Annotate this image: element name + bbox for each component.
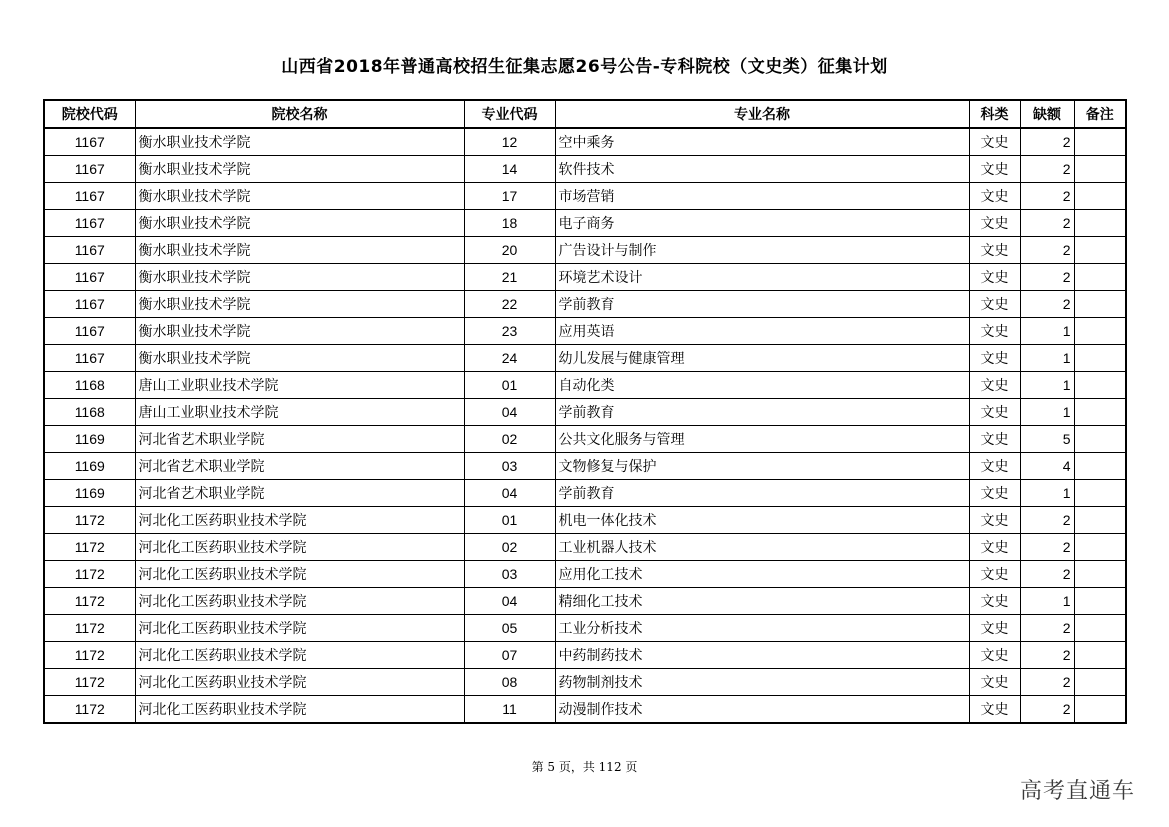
cell-notes (1074, 128, 1126, 156)
table-row (44, 453, 1126, 480)
cell-category: 文史 (969, 480, 1020, 507)
cell-major-name: 学前教育 (555, 480, 969, 507)
cell-school-name: 河北化工医药职业技术学院 (135, 588, 464, 615)
cell-school-code: 1167 (44, 128, 135, 156)
table-row (44, 642, 1126, 669)
cell-major-code: 04 (464, 480, 555, 507)
table-row (44, 156, 1126, 183)
cell-school-code: 1167 (44, 210, 135, 237)
cell-school-name: 衡水职业技术学院 (135, 291, 464, 318)
cell-notes (1074, 291, 1126, 318)
cell-vacancies: 2 (1020, 696, 1074, 724)
cell-major-name: 机电一体化技术 (555, 507, 969, 534)
cell-major-name: 空中乘务 (555, 128, 969, 156)
cell-school-name: 河北化工医药职业技术学院 (135, 696, 464, 724)
cell-major-code: 17 (464, 183, 555, 210)
cell-major-name: 工业分析技术 (555, 615, 969, 642)
cell-category: 文史 (969, 399, 1020, 426)
cell-notes (1074, 669, 1126, 696)
header-major-code: 专业代码 (464, 100, 555, 128)
cell-vacancies: 2 (1020, 210, 1074, 237)
header-category: 科类 (969, 100, 1020, 128)
cell-school-name: 河北省艺术职业学院 (135, 480, 464, 507)
cell-notes (1074, 156, 1126, 183)
cell-category: 文史 (969, 696, 1020, 724)
table-row (44, 264, 1126, 291)
admission-plan-table (43, 99, 1127, 724)
cell-vacancies: 2 (1020, 237, 1074, 264)
cell-notes (1074, 210, 1126, 237)
cell-school-code: 1167 (44, 237, 135, 264)
page-footer: 第 5 页，共 112 页 (531, 760, 638, 774)
cell-school-code: 1167 (44, 264, 135, 291)
cell-major-code: 22 (464, 291, 555, 318)
cell-vacancies: 4 (1020, 453, 1074, 480)
table-row (44, 237, 1126, 264)
cell-notes (1074, 588, 1126, 615)
cell-major-name: 幼儿发展与健康管理 (555, 345, 969, 372)
cell-school-code: 1168 (44, 399, 135, 426)
cell-school-name: 衡水职业技术学院 (135, 318, 464, 345)
table-header (44, 100, 1126, 128)
cell-vacancies: 2 (1020, 156, 1074, 183)
table-row (44, 480, 1126, 507)
header-major-name: 专业名称 (555, 100, 969, 128)
cell-school-code: 1172 (44, 561, 135, 588)
cell-major-name: 药物制剂技术 (555, 669, 969, 696)
table-row (44, 534, 1126, 561)
cell-category: 文史 (969, 291, 1020, 318)
cell-notes (1074, 507, 1126, 534)
cell-school-code: 1167 (44, 156, 135, 183)
cell-category: 文史 (969, 183, 1020, 210)
cell-major-code: 03 (464, 561, 555, 588)
cell-school-name: 河北化工医药职业技术学院 (135, 669, 464, 696)
cell-notes (1074, 696, 1126, 724)
cell-notes (1074, 426, 1126, 453)
cell-school-name: 河北省艺术职业学院 (135, 426, 464, 453)
cell-school-name: 唐山工业职业技术学院 (135, 372, 464, 399)
cell-major-name: 环境艺术设计 (555, 264, 969, 291)
cell-major-code: 21 (464, 264, 555, 291)
cell-major-code: 04 (464, 399, 555, 426)
cell-notes (1074, 183, 1126, 210)
cell-vacancies: 1 (1020, 588, 1074, 615)
table-row (44, 345, 1126, 372)
cell-notes (1074, 372, 1126, 399)
cell-category: 文史 (969, 237, 1020, 264)
cell-notes (1074, 318, 1126, 345)
watermark: 高考直通车 (1020, 779, 1136, 804)
document-title: 山西省2018年普通高校招生征集志愿26号公告-专科院校（文史类）征集计划 (281, 57, 888, 77)
cell-vacancies: 2 (1020, 264, 1074, 291)
cell-major-name: 中药制药技术 (555, 642, 969, 669)
cell-school-name: 河北化工医药职业技术学院 (135, 507, 464, 534)
cell-vacancies: 2 (1020, 669, 1074, 696)
cell-school-code: 1168 (44, 372, 135, 399)
cell-major-code: 18 (464, 210, 555, 237)
table-row (44, 669, 1126, 696)
cell-major-name: 精细化工技术 (555, 588, 969, 615)
cell-category: 文史 (969, 534, 1020, 561)
cell-major-name: 软件技术 (555, 156, 969, 183)
cell-school-code: 1167 (44, 318, 135, 345)
cell-notes (1074, 615, 1126, 642)
cell-major-code: 24 (464, 345, 555, 372)
cell-vacancies: 2 (1020, 534, 1074, 561)
cell-notes (1074, 264, 1126, 291)
cell-notes (1074, 561, 1126, 588)
cell-major-name: 学前教育 (555, 399, 969, 426)
cell-major-name: 市场营销 (555, 183, 969, 210)
cell-vacancies: 2 (1020, 291, 1074, 318)
cell-school-name: 衡水职业技术学院 (135, 128, 464, 156)
cell-school-code: 1172 (44, 534, 135, 561)
table-row (44, 210, 1126, 237)
cell-school-code: 1167 (44, 345, 135, 372)
cell-school-name: 唐山工业职业技术学院 (135, 399, 464, 426)
cell-major-code: 23 (464, 318, 555, 345)
table-row (44, 426, 1126, 453)
table-row (44, 561, 1126, 588)
table-row (44, 507, 1126, 534)
cell-school-code: 1167 (44, 183, 135, 210)
cell-major-name: 公共文化服务与管理 (555, 426, 969, 453)
cell-major-code: 14 (464, 156, 555, 183)
cell-category: 文史 (969, 588, 1020, 615)
cell-major-code: 02 (464, 534, 555, 561)
cell-major-code: 08 (464, 669, 555, 696)
cell-school-code: 1172 (44, 588, 135, 615)
cell-school-name: 河北化工医药职业技术学院 (135, 561, 464, 588)
cell-major-name: 电子商务 (555, 210, 969, 237)
cell-major-name: 自动化类 (555, 372, 969, 399)
header-school-code: 院校代码 (44, 100, 135, 128)
cell-school-name: 衡水职业技术学院 (135, 183, 464, 210)
cell-notes (1074, 237, 1126, 264)
cell-category: 文史 (969, 642, 1020, 669)
header-school-name: 院校名称 (135, 100, 464, 128)
cell-category: 文史 (969, 345, 1020, 372)
cell-notes (1074, 534, 1126, 561)
cell-vacancies: 1 (1020, 399, 1074, 426)
table-row (44, 588, 1126, 615)
cell-major-name: 工业机器人技术 (555, 534, 969, 561)
cell-category: 文史 (969, 318, 1020, 345)
cell-major-code: 03 (464, 453, 555, 480)
table-row (44, 183, 1126, 210)
header-row (44, 100, 1126, 128)
table-row (44, 372, 1126, 399)
cell-category: 文史 (969, 669, 1020, 696)
table-row (44, 399, 1126, 426)
cell-vacancies: 5 (1020, 426, 1074, 453)
cell-major-code: 11 (464, 696, 555, 724)
table-row (44, 291, 1126, 318)
cell-school-code: 1172 (44, 696, 135, 724)
cell-vacancies: 2 (1020, 642, 1074, 669)
cell-major-code: 20 (464, 237, 555, 264)
cell-major-code: 12 (464, 128, 555, 156)
cell-school-name: 河北化工医药职业技术学院 (135, 642, 464, 669)
table-row (44, 318, 1126, 345)
cell-vacancies: 2 (1020, 615, 1074, 642)
cell-major-code: 04 (464, 588, 555, 615)
cell-school-code: 1169 (44, 480, 135, 507)
cell-category: 文史 (969, 507, 1020, 534)
cell-notes (1074, 453, 1126, 480)
cell-school-name: 衡水职业技术学院 (135, 345, 464, 372)
cell-vacancies: 2 (1020, 183, 1074, 210)
cell-major-code: 01 (464, 507, 555, 534)
cell-school-code: 1169 (44, 426, 135, 453)
cell-school-code: 1167 (44, 291, 135, 318)
cell-major-name: 广告设计与制作 (555, 237, 969, 264)
cell-vacancies: 1 (1020, 480, 1074, 507)
cell-notes (1074, 480, 1126, 507)
cell-major-name: 应用英语 (555, 318, 969, 345)
cell-vacancies: 2 (1020, 561, 1074, 588)
cell-vacancies: 2 (1020, 507, 1074, 534)
cell-notes (1074, 642, 1126, 669)
cell-school-code: 1172 (44, 669, 135, 696)
cell-school-name: 衡水职业技术学院 (135, 210, 464, 237)
cell-school-name: 河北化工医药职业技术学院 (135, 615, 464, 642)
table-row (44, 615, 1126, 642)
cell-school-name: 衡水职业技术学院 (135, 264, 464, 291)
cell-school-name: 河北省艺术职业学院 (135, 453, 464, 480)
cell-school-code: 1169 (44, 453, 135, 480)
cell-notes (1074, 345, 1126, 372)
cell-category: 文史 (969, 210, 1020, 237)
cell-school-name: 河北化工医药职业技术学院 (135, 534, 464, 561)
cell-category: 文史 (969, 561, 1020, 588)
table-body (44, 128, 1126, 723)
cell-major-name: 应用化工技术 (555, 561, 969, 588)
cell-major-code: 02 (464, 426, 555, 453)
cell-category: 文史 (969, 156, 1020, 183)
cell-notes (1074, 399, 1126, 426)
table-row (44, 696, 1126, 724)
header-notes: 备注 (1074, 100, 1126, 128)
cell-school-name: 衡水职业技术学院 (135, 237, 464, 264)
cell-school-name: 衡水职业技术学院 (135, 156, 464, 183)
cell-vacancies: 1 (1020, 318, 1074, 345)
cell-category: 文史 (969, 615, 1020, 642)
cell-category: 文史 (969, 453, 1020, 480)
cell-category: 文史 (969, 128, 1020, 156)
cell-major-code: 07 (464, 642, 555, 669)
cell-major-name: 学前教育 (555, 291, 969, 318)
cell-school-code: 1172 (44, 642, 135, 669)
cell-major-name: 动漫制作技术 (555, 696, 969, 724)
cell-major-name: 文物修复与保护 (555, 453, 969, 480)
cell-vacancies: 2 (1020, 128, 1074, 156)
cell-school-code: 1172 (44, 507, 135, 534)
table-row (44, 128, 1126, 156)
cell-category: 文史 (969, 264, 1020, 291)
cell-school-code: 1172 (44, 615, 135, 642)
cell-major-code: 05 (464, 615, 555, 642)
cell-major-code: 01 (464, 372, 555, 399)
cell-category: 文史 (969, 426, 1020, 453)
cell-category: 文史 (969, 372, 1020, 399)
header-vacancies: 缺额 (1020, 100, 1074, 128)
cell-vacancies: 1 (1020, 345, 1074, 372)
cell-vacancies: 1 (1020, 372, 1074, 399)
